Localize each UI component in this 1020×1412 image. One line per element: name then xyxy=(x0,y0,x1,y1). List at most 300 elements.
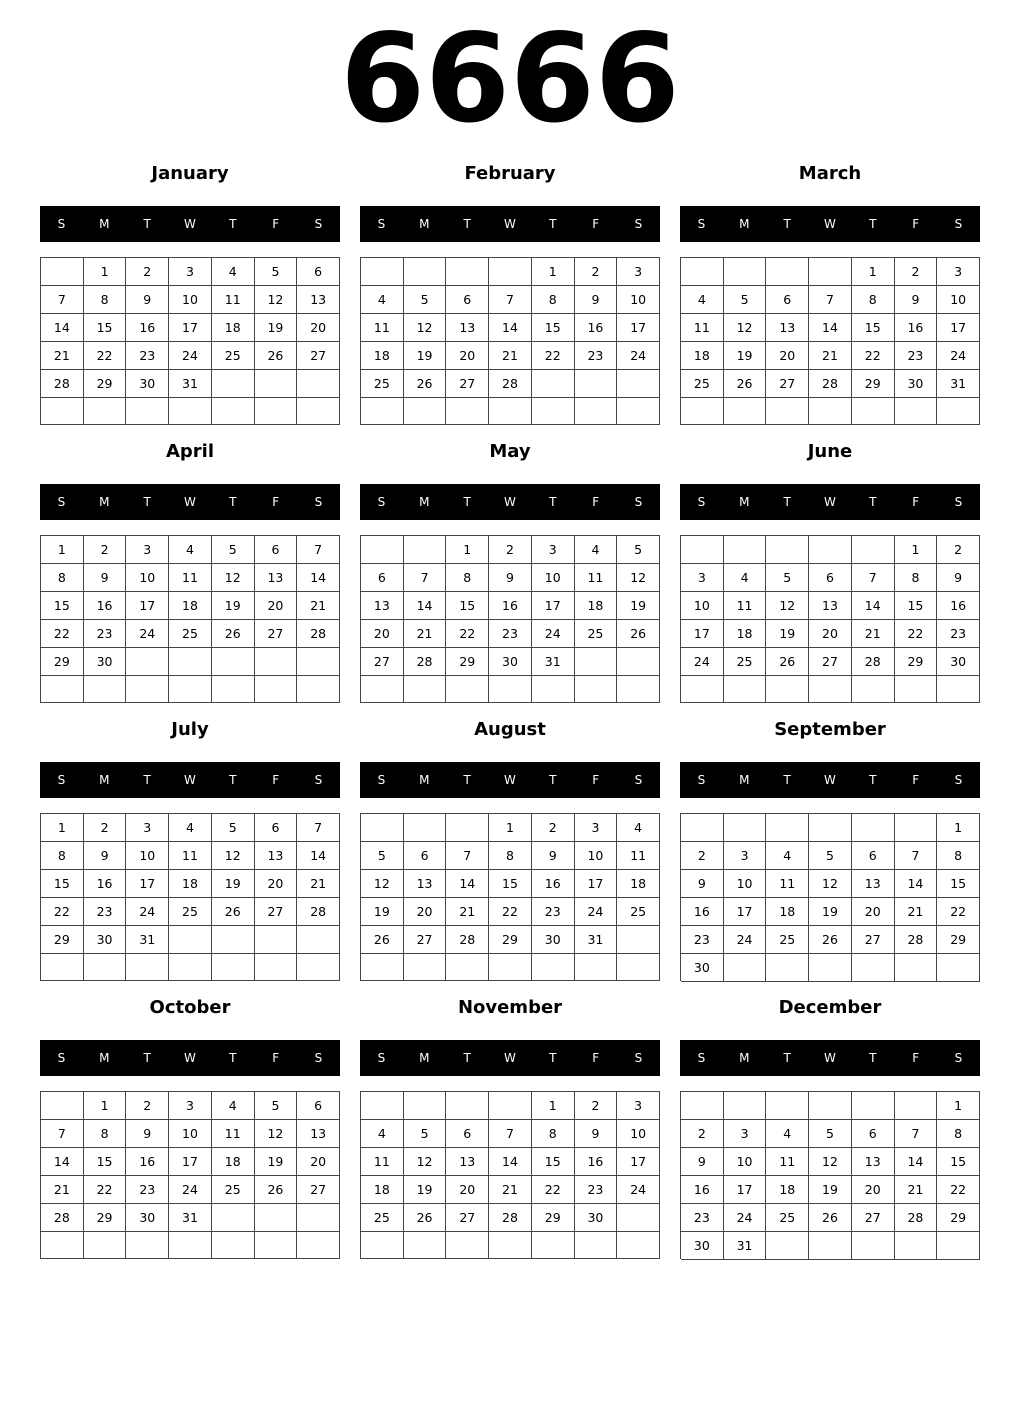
day-cell: 8 xyxy=(937,1120,980,1148)
weekday-label: F xyxy=(592,217,600,231)
days-grid xyxy=(680,535,980,703)
day-cell xyxy=(809,814,852,842)
day-cell: 16 xyxy=(681,898,724,926)
day-cell: 12 xyxy=(361,870,404,898)
day-cell xyxy=(575,398,618,425)
day-cell: 22 xyxy=(489,898,532,926)
day-cell: 27 xyxy=(297,1176,340,1204)
weekday-label: S xyxy=(697,495,706,509)
day-cell: 12 xyxy=(766,592,809,620)
month-name: April xyxy=(165,441,215,462)
day-cell: 24 xyxy=(169,342,212,370)
weekday-label: F xyxy=(592,1051,600,1065)
day-cell: 12 xyxy=(809,1148,852,1176)
day-cell xyxy=(852,954,895,982)
day-cell xyxy=(617,926,660,954)
day-cell: 19 xyxy=(809,1176,852,1204)
day-cell xyxy=(852,1232,895,1260)
day-cell xyxy=(212,398,255,425)
day-cell: 4 xyxy=(169,536,212,564)
day-cell: 23 xyxy=(895,342,938,370)
month-name: January xyxy=(151,163,229,184)
weekday-label: S xyxy=(954,773,963,787)
day-cell xyxy=(489,1232,532,1259)
day-cell: 3 xyxy=(575,814,618,842)
month-name: December xyxy=(778,997,882,1018)
day-cell: 3 xyxy=(617,1092,660,1120)
weekday-label: S xyxy=(57,1051,66,1065)
day-cell: 25 xyxy=(724,648,767,676)
days-grid xyxy=(40,535,340,703)
day-cell: 14 xyxy=(41,1148,84,1176)
days-grid xyxy=(680,813,980,981)
day-cell: 17 xyxy=(617,314,660,342)
day-cell: 29 xyxy=(489,926,532,954)
day-cell: 25 xyxy=(575,620,618,648)
day-cell: 21 xyxy=(895,898,938,926)
day-cell xyxy=(617,648,660,676)
weekday-header xyxy=(360,206,660,242)
day-cell: 25 xyxy=(361,370,404,398)
day-cell: 23 xyxy=(84,898,127,926)
day-cell: 3 xyxy=(617,258,660,286)
day-cell: 8 xyxy=(532,1120,575,1148)
day-cell: 13 xyxy=(446,1148,489,1176)
day-cell: 10 xyxy=(617,1120,660,1148)
day-cell: 20 xyxy=(446,342,489,370)
day-cell xyxy=(169,1232,212,1259)
day-cell: 3 xyxy=(681,564,724,592)
day-cell xyxy=(255,954,298,981)
day-cell: 13 xyxy=(361,592,404,620)
day-cell: 4 xyxy=(617,814,660,842)
weekday-label: T xyxy=(869,773,877,787)
day-cell: 25 xyxy=(766,926,809,954)
weekday-label: S xyxy=(57,773,66,787)
day-cell: 13 xyxy=(255,842,298,870)
day-cell: 9 xyxy=(489,564,532,592)
weekday-label: S xyxy=(314,495,323,509)
day-cell: 24 xyxy=(169,1176,212,1204)
weekday-label: T xyxy=(869,1051,877,1065)
day-cell xyxy=(297,398,340,425)
day-cell: 30 xyxy=(681,954,724,982)
day-cell xyxy=(895,1092,938,1120)
day-cell: 28 xyxy=(852,648,895,676)
days-grid xyxy=(360,257,660,425)
day-cell xyxy=(446,814,489,842)
day-cell xyxy=(766,258,809,286)
day-cell: 26 xyxy=(809,926,852,954)
day-cell: 16 xyxy=(575,1148,618,1176)
day-cell: 2 xyxy=(84,536,127,564)
day-cell: 7 xyxy=(852,564,895,592)
month-name: May xyxy=(489,441,531,462)
day-cell: 9 xyxy=(84,842,127,870)
day-cell: 27 xyxy=(446,370,489,398)
day-cell xyxy=(489,954,532,981)
day-cell xyxy=(126,648,169,676)
day-cell: 3 xyxy=(126,814,169,842)
month-name: February xyxy=(464,163,556,184)
weekday-header xyxy=(680,1040,980,1076)
day-cell: 7 xyxy=(446,842,489,870)
day-cell: 8 xyxy=(852,286,895,314)
day-cell: 23 xyxy=(532,898,575,926)
day-cell: 27 xyxy=(852,926,895,954)
day-cell: 3 xyxy=(169,1092,212,1120)
day-cell: 30 xyxy=(126,370,169,398)
day-cell: 11 xyxy=(766,1148,809,1176)
day-cell xyxy=(532,676,575,703)
days-grid xyxy=(680,257,980,425)
day-cell: 4 xyxy=(766,842,809,870)
weekday-label: M xyxy=(99,495,110,509)
day-cell: 11 xyxy=(169,564,212,592)
day-cell: 26 xyxy=(809,1204,852,1232)
day-cell xyxy=(126,398,169,425)
day-cell xyxy=(809,1092,852,1120)
weekday-header xyxy=(360,1040,660,1076)
day-cell: 15 xyxy=(489,870,532,898)
day-cell xyxy=(361,1092,404,1120)
weekday-label: M xyxy=(99,217,110,231)
day-cell xyxy=(489,1092,532,1120)
day-cell: 26 xyxy=(766,648,809,676)
day-cell xyxy=(617,1232,660,1259)
day-cell xyxy=(361,814,404,842)
day-cell: 18 xyxy=(212,314,255,342)
day-cell: 24 xyxy=(126,898,169,926)
weekday-label: T xyxy=(229,773,237,787)
day-cell: 13 xyxy=(852,1148,895,1176)
weekday-label: M xyxy=(739,1051,750,1065)
day-cell: 4 xyxy=(766,1120,809,1148)
weekday-label: W xyxy=(504,495,516,509)
day-cell xyxy=(489,258,532,286)
day-cell: 15 xyxy=(84,314,127,342)
day-cell: 18 xyxy=(617,870,660,898)
day-cell xyxy=(895,814,938,842)
day-cell: 2 xyxy=(895,258,938,286)
day-cell: 6 xyxy=(446,1120,489,1148)
day-cell: 18 xyxy=(169,870,212,898)
day-cell: 30 xyxy=(575,1204,618,1232)
weekday-label: T xyxy=(783,1051,791,1065)
weekday-label: S xyxy=(954,217,963,231)
day-cell xyxy=(84,1232,127,1259)
day-cell: 26 xyxy=(404,370,447,398)
day-cell: 20 xyxy=(809,620,852,648)
day-cell: 11 xyxy=(617,842,660,870)
day-cell: 1 xyxy=(489,814,532,842)
day-cell: 10 xyxy=(617,286,660,314)
day-cell: 5 xyxy=(617,536,660,564)
day-cell: 17 xyxy=(126,870,169,898)
day-cell: 26 xyxy=(255,342,298,370)
day-cell xyxy=(575,954,618,981)
day-cell xyxy=(361,676,404,703)
day-cell: 18 xyxy=(212,1148,255,1176)
day-cell: 7 xyxy=(404,564,447,592)
day-cell xyxy=(255,926,298,954)
day-cell: 27 xyxy=(255,620,298,648)
day-cell: 13 xyxy=(255,564,298,592)
day-cell: 20 xyxy=(255,870,298,898)
day-cell: 23 xyxy=(126,342,169,370)
day-cell: 1 xyxy=(41,814,84,842)
days-grid xyxy=(360,813,660,981)
day-cell xyxy=(169,926,212,954)
day-cell: 4 xyxy=(361,1120,404,1148)
month-name: November xyxy=(457,997,563,1018)
day-cell: 5 xyxy=(212,814,255,842)
day-cell: 17 xyxy=(617,1148,660,1176)
day-cell: 6 xyxy=(361,564,404,592)
weekday-label: S xyxy=(377,217,386,231)
day-cell xyxy=(809,676,852,703)
day-cell: 12 xyxy=(212,842,255,870)
day-cell: 1 xyxy=(84,258,127,286)
weekday-header xyxy=(40,762,340,798)
day-cell xyxy=(681,398,724,425)
day-cell: 8 xyxy=(84,1120,127,1148)
day-cell: 16 xyxy=(575,314,618,342)
day-cell xyxy=(617,954,660,981)
day-cell xyxy=(766,954,809,982)
day-cell xyxy=(126,1232,169,1259)
day-cell: 5 xyxy=(766,564,809,592)
day-cell: 14 xyxy=(404,592,447,620)
weekday-label: F xyxy=(272,773,280,787)
day-cell: 24 xyxy=(617,342,660,370)
day-cell xyxy=(255,676,298,703)
year-title: 6666 xyxy=(340,8,680,150)
day-cell xyxy=(937,1232,980,1260)
day-cell: 28 xyxy=(809,370,852,398)
day-cell: 6 xyxy=(809,564,852,592)
day-cell: 8 xyxy=(532,286,575,314)
day-cell: 5 xyxy=(255,258,298,286)
day-cell xyxy=(404,954,447,981)
day-cell: 27 xyxy=(255,898,298,926)
day-cell: 5 xyxy=(809,1120,852,1148)
day-cell: 21 xyxy=(809,342,852,370)
day-cell: 26 xyxy=(255,1176,298,1204)
day-cell: 15 xyxy=(41,592,84,620)
day-cell xyxy=(404,814,447,842)
day-cell: 15 xyxy=(84,1148,127,1176)
days-grid xyxy=(360,535,660,703)
day-cell: 21 xyxy=(41,1176,84,1204)
day-cell: 1 xyxy=(937,814,980,842)
day-cell: 9 xyxy=(681,1148,724,1176)
day-cell: 17 xyxy=(724,898,767,926)
weekday-header xyxy=(40,206,340,242)
day-cell: 6 xyxy=(404,842,447,870)
day-cell: 7 xyxy=(809,286,852,314)
day-cell: 6 xyxy=(297,258,340,286)
day-cell xyxy=(532,370,575,398)
day-cell xyxy=(84,954,127,981)
day-cell: 31 xyxy=(169,370,212,398)
day-cell: 12 xyxy=(404,1148,447,1176)
day-cell: 30 xyxy=(532,926,575,954)
day-cell: 29 xyxy=(532,1204,575,1232)
day-cell: 19 xyxy=(361,898,404,926)
day-cell: 4 xyxy=(212,258,255,286)
day-cell xyxy=(617,1204,660,1232)
weekday-label: W xyxy=(504,1051,516,1065)
day-cell: 20 xyxy=(766,342,809,370)
weekday-label: W xyxy=(184,495,196,509)
weekday-label: S xyxy=(57,217,66,231)
day-cell: 8 xyxy=(895,564,938,592)
day-cell: 7 xyxy=(41,1120,84,1148)
day-cell: 11 xyxy=(212,286,255,314)
day-cell: 12 xyxy=(212,564,255,592)
day-cell: 1 xyxy=(84,1092,127,1120)
day-cell xyxy=(169,398,212,425)
weekday-label: T xyxy=(143,1051,151,1065)
day-cell xyxy=(617,398,660,425)
day-cell xyxy=(766,814,809,842)
weekday-label: W xyxy=(504,217,516,231)
day-cell: 30 xyxy=(84,926,127,954)
day-cell: 4 xyxy=(575,536,618,564)
day-cell: 2 xyxy=(532,814,575,842)
day-cell: 18 xyxy=(361,1176,404,1204)
day-cell: 9 xyxy=(532,842,575,870)
weekday-label: F xyxy=(912,1051,920,1065)
day-cell xyxy=(575,648,618,676)
day-cell: 11 xyxy=(169,842,212,870)
day-cell: 11 xyxy=(681,314,724,342)
day-cell: 11 xyxy=(724,592,767,620)
day-cell xyxy=(169,954,212,981)
weekday-label: T xyxy=(143,495,151,509)
days-grid xyxy=(40,813,340,981)
day-cell: 14 xyxy=(895,1148,938,1176)
day-cell: 13 xyxy=(852,870,895,898)
day-cell: 1 xyxy=(446,536,489,564)
weekday-label: T xyxy=(869,217,877,231)
day-cell xyxy=(212,926,255,954)
day-cell: 7 xyxy=(489,286,532,314)
day-cell: 29 xyxy=(852,370,895,398)
day-cell: 14 xyxy=(41,314,84,342)
weekday-label: T xyxy=(463,495,471,509)
day-cell: 7 xyxy=(297,814,340,842)
day-cell: 22 xyxy=(895,620,938,648)
day-cell xyxy=(361,1232,404,1259)
weekday-label: S xyxy=(377,1051,386,1065)
weekday-label: F xyxy=(912,217,920,231)
day-cell xyxy=(255,1232,298,1259)
day-cell xyxy=(809,258,852,286)
weekday-label: S xyxy=(954,495,963,509)
weekday-label: F xyxy=(272,1051,280,1065)
day-cell: 4 xyxy=(681,286,724,314)
day-cell: 7 xyxy=(489,1120,532,1148)
day-cell: 30 xyxy=(937,648,980,676)
day-cell xyxy=(404,258,447,286)
day-cell: 4 xyxy=(169,814,212,842)
weekday-label: T xyxy=(143,217,151,231)
day-cell: 6 xyxy=(255,814,298,842)
day-cell: 21 xyxy=(489,1176,532,1204)
day-cell: 26 xyxy=(724,370,767,398)
day-cell: 8 xyxy=(937,842,980,870)
day-cell xyxy=(724,1092,767,1120)
day-cell xyxy=(446,1232,489,1259)
day-cell: 1 xyxy=(532,1092,575,1120)
day-cell xyxy=(297,1232,340,1259)
day-cell: 21 xyxy=(895,1176,938,1204)
day-cell: 26 xyxy=(361,926,404,954)
day-cell: 2 xyxy=(84,814,127,842)
day-cell: 26 xyxy=(212,620,255,648)
day-cell xyxy=(575,370,618,398)
month-name: October xyxy=(149,997,231,1018)
day-cell: 18 xyxy=(169,592,212,620)
day-cell: 2 xyxy=(575,1092,618,1120)
day-cell xyxy=(446,1092,489,1120)
day-cell: 22 xyxy=(41,898,84,926)
day-cell: 16 xyxy=(126,1148,169,1176)
day-cell: 25 xyxy=(212,1176,255,1204)
day-cell xyxy=(681,536,724,564)
day-cell: 28 xyxy=(489,1204,532,1232)
day-cell: 29 xyxy=(41,648,84,676)
day-cell: 25 xyxy=(212,342,255,370)
day-cell: 25 xyxy=(169,620,212,648)
day-cell xyxy=(895,954,938,982)
day-cell: 4 xyxy=(212,1092,255,1120)
day-cell xyxy=(532,1232,575,1259)
day-cell: 31 xyxy=(724,1232,767,1260)
weekday-label: S xyxy=(634,773,643,787)
day-cell: 25 xyxy=(681,370,724,398)
day-cell: 18 xyxy=(766,1176,809,1204)
day-cell: 16 xyxy=(126,314,169,342)
day-cell xyxy=(937,954,980,982)
weekday-header xyxy=(40,484,340,520)
month-name: September xyxy=(774,719,886,740)
day-cell: 20 xyxy=(852,1176,895,1204)
weekday-label: S xyxy=(634,1051,643,1065)
day-cell: 10 xyxy=(532,564,575,592)
day-cell: 14 xyxy=(297,842,340,870)
day-cell: 3 xyxy=(724,1120,767,1148)
day-cell xyxy=(212,676,255,703)
day-cell: 14 xyxy=(895,870,938,898)
day-cell: 29 xyxy=(84,1204,127,1232)
day-cell: 20 xyxy=(361,620,404,648)
weekday-label: M xyxy=(419,495,430,509)
day-cell xyxy=(617,370,660,398)
day-cell: 8 xyxy=(41,842,84,870)
weekday-label: F xyxy=(912,773,920,787)
day-cell: 10 xyxy=(681,592,724,620)
day-cell: 12 xyxy=(255,1120,298,1148)
day-cell: 16 xyxy=(681,1176,724,1204)
day-cell: 25 xyxy=(617,898,660,926)
day-cell: 27 xyxy=(404,926,447,954)
day-cell: 15 xyxy=(532,1148,575,1176)
day-cell: 19 xyxy=(404,342,447,370)
day-cell xyxy=(41,1092,84,1120)
